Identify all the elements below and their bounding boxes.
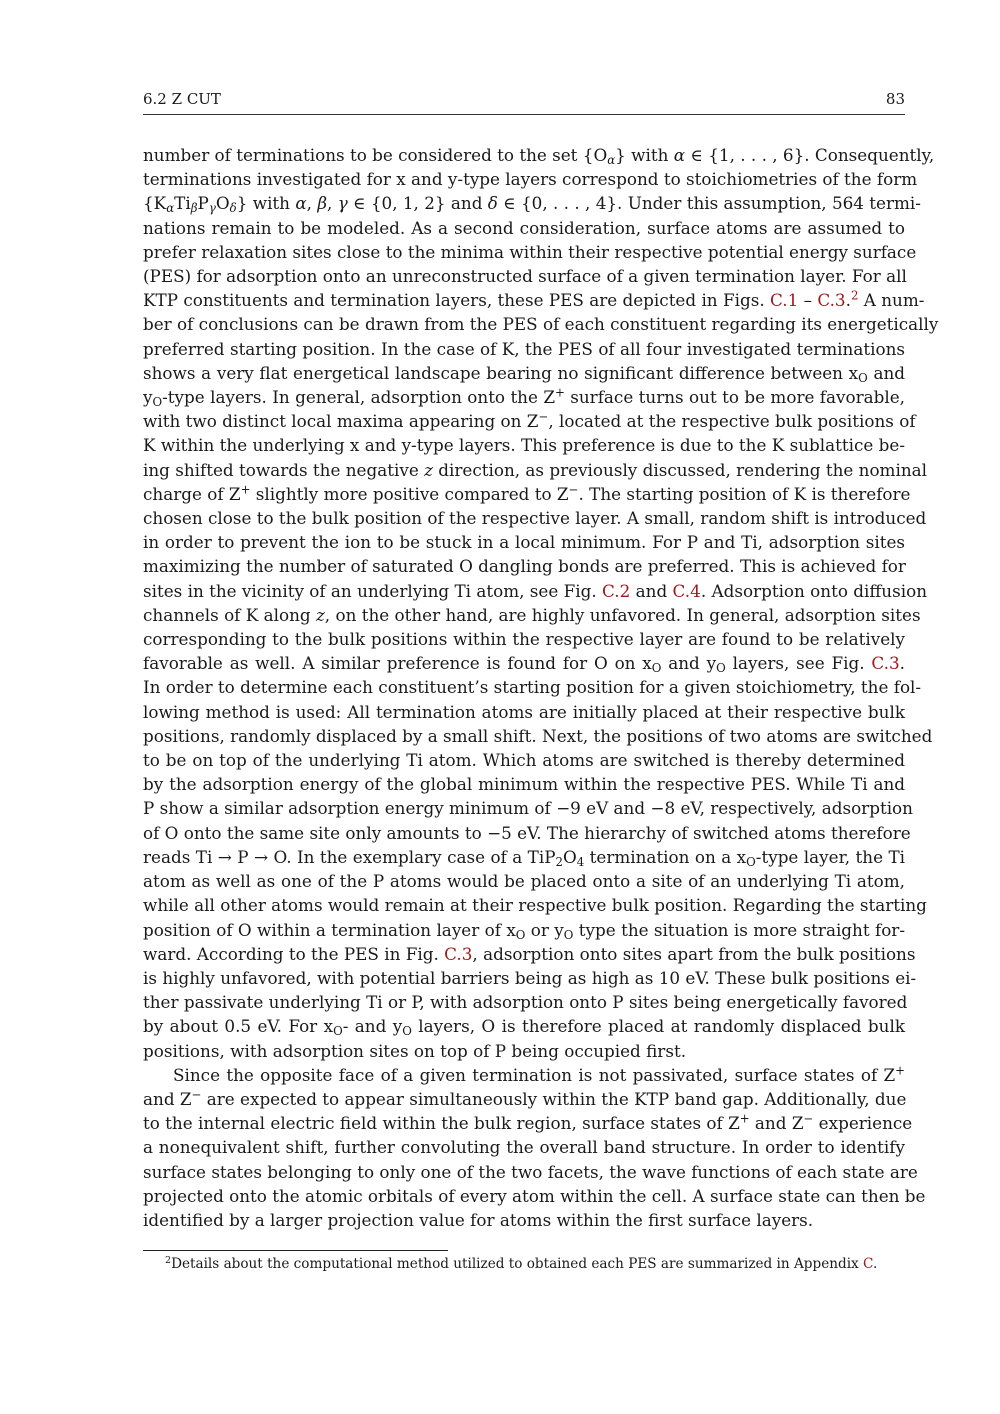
figure-link-c3[interactable]: C.3 [817,290,846,311]
running-header [143,88,905,115]
figure-link-c1[interactable]: C.1 [770,290,799,311]
figure-link-c4[interactable]: C.4 [672,580,701,601]
appendix-link[interactable]: C [863,1256,873,1272]
section-title: 6.2 Z CUT [143,90,221,108]
figure-link-c3-b[interactable]: C.3 [871,653,900,674]
main-text [143,143,939,1232]
figure-link-c2[interactable]: C.2 [602,580,631,601]
footnote-mark: 2 [165,1254,172,1266]
footnote-rule [143,1250,448,1251]
page-number: 83 [885,90,905,108]
footnote-text: Details about the computational method utilized to obtained each PES are summarized in Appendix [171,1256,864,1272]
footnote: $^2$Details about the computational method utilized to obtained each PES are summarized in Appendix C. [165,1254,878,1272]
figure-link-c3-c[interactable]: C.3 [444,943,473,964]
paragraph-1: number of terminations to be considered to the set $\{O_\alpha\}$ with α ∈ {1, . . . , 6}. Consequently, terminations investigated for x and y-type layers correspond to stoichiometries of the form $\{K_\alpha Ti_\beta P_\gamma O_\delta\}$ with α, β, γ ∈ {0, 1, 2} and δ ∈ {0, . . . , 4}. Under this assumption, 564 termi- nations remain to be modeled. As a second consideration, surface atoms are assumed to prefer relaxation sites close to the minima within their respective potential energy surface (PES) for adsorption onto an unreconstructed surface of a given termination layer. For all KTP constituents and termination layers, these PES are depicted in Figs. C.1 – C.3.$^2$ A num- ber of conclusions can be drawn from the PES of each constituent regarding its energetically preferred starting position. In the case of K, the PES of all four investigated terminations shows a very flat energetical landscape bearing no significant difference between $x_O$ and $y_O$-type layers. In general, adsorption onto the Z+ surface turns out to be more favorable, with two distinct local maxima appearing on Z−, located at the respective bulk positions of K within the underlying x and y-type layers. This preference is due to the K sublattice be- ing shifted towards the negative z direction, as previously discussed, rendering the nominal charge of Z+ slightly more positive compared to Z−. The starting position of K is therefore chosen close to the bulk position of the respective layer. A small, random shift is introduced in order to prevent the ion to be stuck in a local minimum. For P and Ti, adsorption sites maximizing the number of saturated O dangling bonds are preferred. This is achieved for sites in the vicinity of an underlying Ti atom, see Fig. C.2 and C.4. Adsorption onto diffusion channels of K along z, on the other hand, are highly unfavored. In general, adsorption sites corresponding to the bulk positions within the respective layer are found to be relatively favorable as well. A similar preference is found for O on $x_O$ and $y_O$ layers, see Fig. C.3. In order to determine each constituent’s starting position for a given stoichiometry, the fol- lowing method is used: All termination atoms are initially placed at their respective bulk positions, randomly displaced by a small shift. Next, the positions of two atoms are switched to be on top of the underlying Ti atom. Which atoms are switched is thereby determined by the adsorption energy of the global minimum within the respective PES. While Ti and P show a similar adsorption energy minimum of −9 eV and −8 eV, respectively, adsorption of O onto the same site only amounts to −5 eV. The hierarchy of switched atoms therefore reads Ti → P → O. In the exemplary case of a $TiP_2O_4$ termination on a $x_O$-type layer, the Ti atom as well as one of the P atoms would be placed onto a site of an underlying Ti atom, while all other atoms would remain at their respective bulk position. Regarding the starting position of O within a termination layer of $x_O$ or $y_O$ type the situation is more straight for- ward. According to the PES in Fig. C.3, adsorption onto sites apart from the bulk positions is highly unfavored, with potential barriers being as high as 10 eV. These bulk positions ei- ther passivate underlying Ti or P, with adsorption onto P sites being energetically favored by about 0.5 eV. For $x_O-$ and $y_O$ layers, O is therefore placed at randomly displaced bulk positions, with adsorption sites on top of P being occupied first. [143,145,939,1061]
footnote-mark-link[interactable]: 2 [850,288,859,303]
paragraph-2: Since the opposite face of a given termination is not passivated, surface states of Z+ and Z− are expected to appear simultaneously within the KTP band gap. Additionally, due to the internal electric field within the bulk region, surface states of Z+ and Z− experience a nonequivalent shift, further convoluting the overall band structure. In order to identify surface states belonging to only one of the two facets, the wave functions of each state are projected onto the atomic orbitals of every atom within the cell. A surface state can then be identified by a larger projection value for atoms within the first surface layers. [143,1063,926,1230]
